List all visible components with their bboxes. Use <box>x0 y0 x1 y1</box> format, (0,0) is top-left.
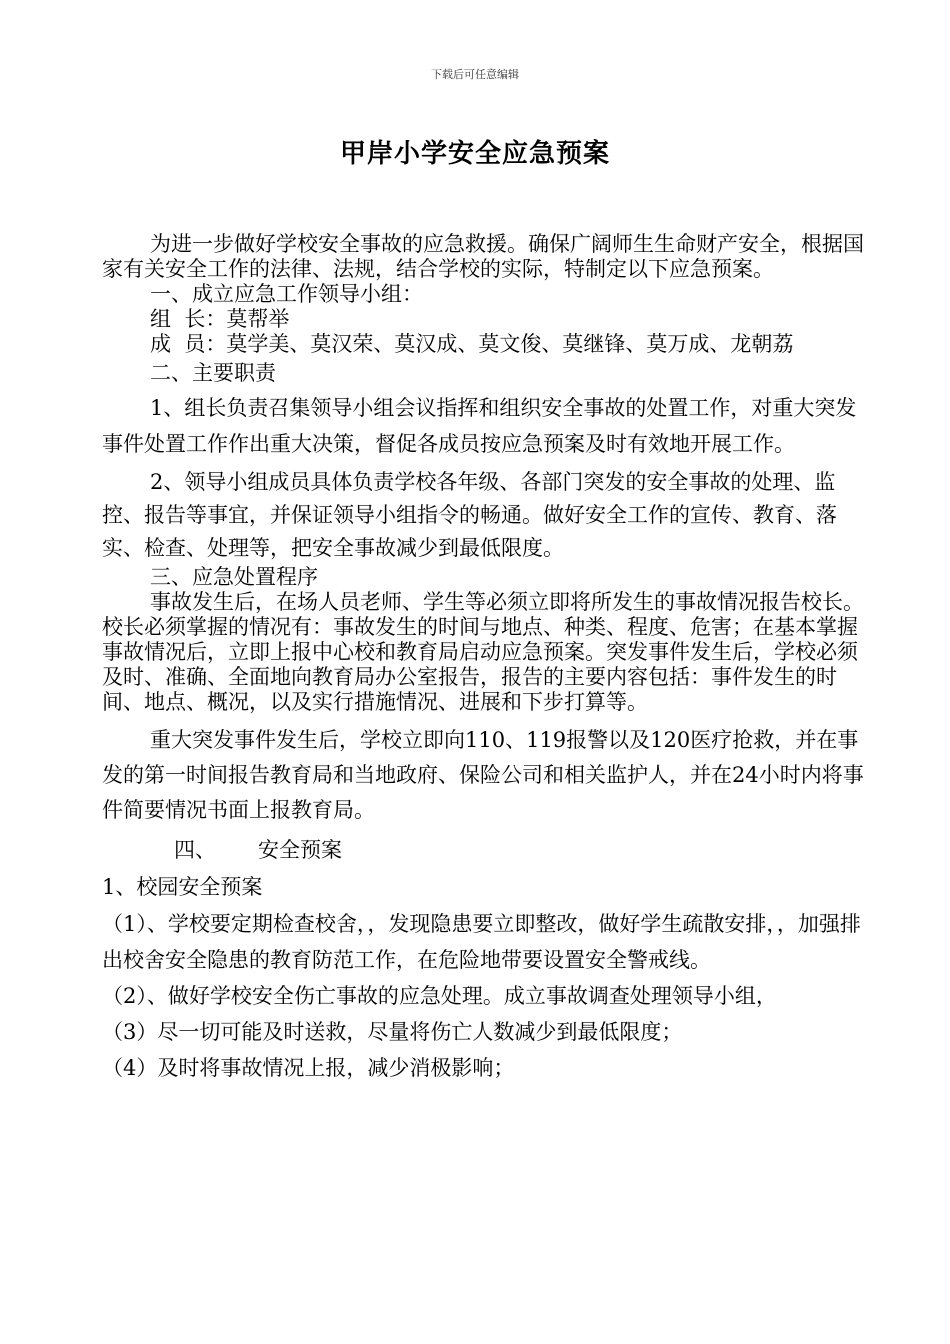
section-3-heading: 三、应急处置程序 <box>150 565 318 589</box>
document-title: 甲岸小学安全应急预案 <box>339 139 610 169</box>
section-4-number: 四、 <box>174 838 216 862</box>
section-1-heading: 一、成立应急工作领导小组： <box>150 282 423 306</box>
section-4-1-item-3: （3）尽一切可能及时送救，尽量将伤亡人数减少到最低限度； <box>102 1020 683 1044</box>
section-3-paragraph-1: 事故发生后，在场人员老师、学生等必须立即将所发生的事故情况报告校长。校长必须掌握的情况有：事故发生的时间与地点、种类、程度、危害；在基本掌握事故情况后，立即上报中心校和教育局启动应急预案。突发事件发生后，学校必须及时、准确、全面地向教育局办公室报告，报告的主要内容包括：事件发生的时间、地点、概况，以及实行措施情况、进展和下步打算等。 <box>102 590 864 714</box>
section-4-label: 安全预案 <box>258 838 342 862</box>
section-4-1-item-2: （2）、做好学校安全伤亡事故的应急处理。成立事故调查处理领导小组， <box>102 984 777 1008</box>
header-note: 下载后可任意编辑 <box>431 68 519 81</box>
section-1-leader: 组 长：莫帮举 <box>150 307 290 331</box>
section-4-1-item-1: （1）、学校要定期检查校舍，，发现隐患要立即整改，做好学生疏散安排，，加强排出校舍安全隐患的教育防范工作，在危险地带要设置安全警戒线。 <box>102 912 861 972</box>
section-2-heading: 二、主要职责 <box>150 361 276 385</box>
section-2-item-1: 1、组长负责召集领导小组会议指挥和组织安全事故的处置工作，对重大突发事件处置工作作出重大决策，督促各成员按应急预案及时有效地开展工作。 <box>102 396 857 456</box>
section-4-heading <box>102 838 864 863</box>
intro-paragraph: 为进一步做好学校安全事故的应急救援。确保广阔师生生命财产安全，根据国家有关安全工作的法律、法规，结合学校的实际，特制定以下应急预案。 <box>102 232 864 281</box>
section-4-1-item-4: （4）及时将事故情况上报，减少消极影响； <box>102 1056 515 1080</box>
section-4-1-heading: 1、校园安全预案 <box>102 875 263 899</box>
section-1-members: 成 员：莫学美、莫汉荣、莫汉成、莫文俊、莫继锋、莫万成、龙朝荔 <box>150 332 794 356</box>
section-3-paragraph-2: 重大突发事件发生后，学校立即向110、119报警以及120医疗抢救，并在事发的第一时间报告教育局和当地政府、保险公司和相关监护人，并在24小时内将事件简要情况书面上报教育局。 <box>102 728 864 822</box>
document-body <box>102 232 864 1086</box>
section-2-item-2: 2、领导小组成员具体负责学校各年级、各部门突发的安全事故的处理、监控、报告等事宜，并保证领导小组指令的畅通。做好安全工作的宣传、教育、落实、检查、处理等，把安全事故减少到最低限度。 <box>102 470 837 560</box>
